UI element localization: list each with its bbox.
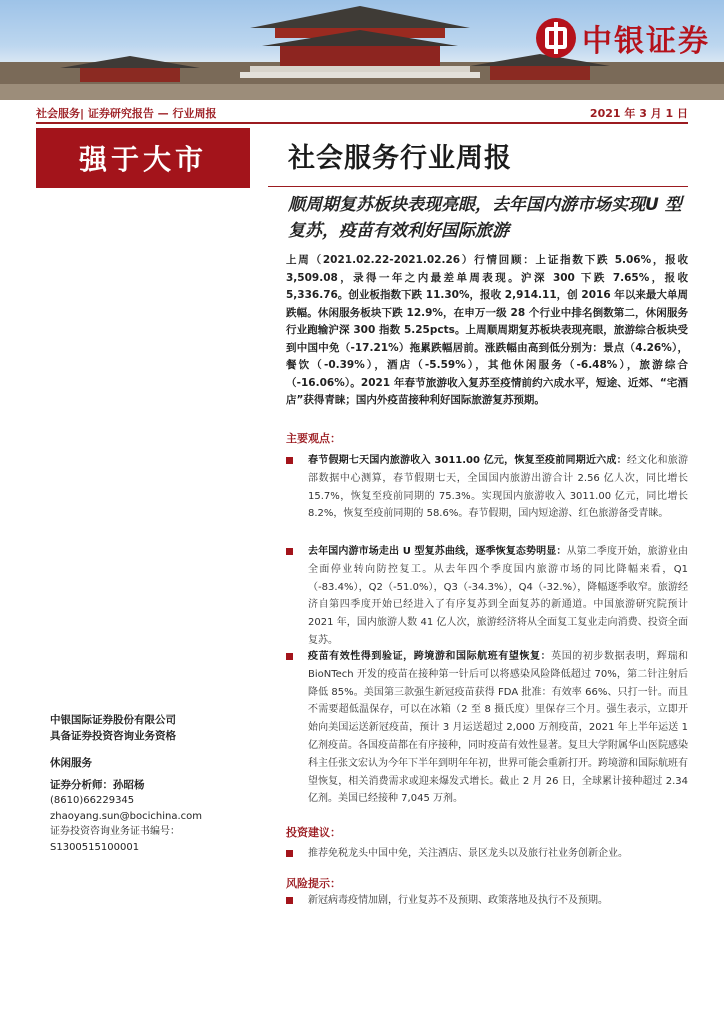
main-views-heading: 主要观点： bbox=[286, 432, 341, 445]
bullet-lead: 去年国内游市场走出 U 型复苏曲线，逐季恢复态势明显： bbox=[308, 546, 567, 557]
bullet-lead: 春节假期七天国内旅游收入 3011.00 亿元，恢复至疫前同期近六成： bbox=[308, 455, 627, 466]
bullet-square-icon bbox=[286, 850, 293, 857]
breadcrumb: 社会服务| 证券研究报告 — 行业周报 bbox=[36, 107, 217, 120]
title-divider bbox=[268, 186, 688, 187]
report-title: 社会服务行业周报 bbox=[288, 143, 512, 174]
analyst-phone: (8610)66229345 bbox=[50, 795, 135, 806]
bullet-text: 经文化和旅游部数据中心测算，春节假期七天，全国国内旅游出游合计 2.56 亿人次，同比增长 15.7%，恢复至疫前同期的 75.3%。实现国内旅游收入 3011.00 亿元，同比增长 8.2%，恢复至疫前同期的 58.6%。春节假期，国内短途游、红色旅游备受青睐。 bbox=[308, 455, 689, 520]
report-subtitle: 顺周期复苏板块表现亮眼，去年国内游市场实现U 型复苏，疫苗有效利好国际旅游 bbox=[288, 195, 682, 241]
invest-item bbox=[286, 845, 688, 863]
bullet-square-icon bbox=[286, 897, 293, 904]
report-header-bar bbox=[36, 104, 688, 124]
company-info bbox=[50, 712, 260, 744]
invest-text: 推荐免税龙头中国中免，关注酒店、景区龙头以及旅行社业务创新企业。 bbox=[308, 848, 628, 859]
analyst-cert: 证券投资咨询业务证书编号：S1300515100001 bbox=[50, 826, 180, 853]
analyst-info bbox=[50, 756, 260, 855]
risk-text: 新冠病毒疫情加剧，行业复苏不及预期、政策落地及执行不及预期。 bbox=[308, 895, 608, 906]
bullet-square-icon bbox=[286, 653, 293, 660]
bullet-square-icon bbox=[286, 457, 293, 464]
header-banner-image bbox=[0, 0, 724, 100]
license-text: 具备证券投资咨询业务资格 bbox=[50, 730, 176, 742]
company-name: 中银国际证券股份有限公司 bbox=[50, 714, 176, 726]
invest-heading: 投资建议： bbox=[286, 826, 341, 839]
risk-item bbox=[286, 892, 688, 910]
bullet-square-icon bbox=[286, 548, 293, 555]
logo-text: 中银证券 bbox=[582, 24, 710, 59]
bullet-item bbox=[286, 648, 688, 808]
bullet-text: 英国的初步数据表明，辉瑞和 BioNTech 开发的疫苗在接种第一针后可以将感染风险降低超过 70%，第二针注射后降低 85%。美国第三款强生新冠疫苗获得 FDA 批准：有效率 66%、只打一针。而且不需要超低温保存，可以在冰箱（2 至 8 摄氏度）里保存三个月。强生表示，立即开始向美国运送新冠疫苗，预计 3 月运送超过 2,000 万剂疫苗，2021 年上半年运送 1 亿剂疫苗。各国疫苗都在有序接种，同时疫苗有效性显著。复旦大学附属华山医院感染科主任张文宏认为今年下半年到明年年初，世界可能会重新打开。跨境游和国际航班有望恢复，相关消费需求或迎来爆发式增长。截止 2 月 26 日，全球累计接种超过 2.34 亿剂。美国已经接种 7,045 万剂。 bbox=[308, 651, 689, 805]
bullet-lead: 疫苗有效性得到验证，跨境游和国际航班有望恢复： bbox=[308, 651, 552, 662]
bullet-item bbox=[286, 543, 688, 650]
boc-logo-icon bbox=[536, 18, 576, 58]
bullet-item bbox=[286, 452, 688, 523]
report-date: 2021 年 3 月 1 日 bbox=[589, 107, 688, 120]
bullet-text: 从第二季度开始，旅游业由全面停业转向防控复工。从去年四个季度国内旅游市场的同比降幅来看，Q1（-83.4%），Q2（-51.0%），Q3（-34.3%），Q4（-32.%），降幅逐季收窄。旅游经济自第四季度开始已经进入了有序复苏到全面复苏的新通道。中国旅游研究院预计 2021 年，国内旅游人数 41 亿人次，旅游经济将从全面复工复业走向消费、投资全面复苏。 bbox=[308, 546, 688, 646]
company-logo bbox=[536, 16, 710, 60]
rating-badge: 强于大市 bbox=[36, 128, 250, 188]
sector-name: 休闲服务 bbox=[50, 757, 92, 769]
weekly-summary: 上周（2021.02.22-2021.02.26）行情回顾：上证指数下跌 5.06%，报收 3,509.08，录得一年之内最差单周表现。沪深 300 下跌 7.65%，报收 5,336.76。创业板指数下跌 11.30%，报收 2,914.11，创 2016 年以来最大单周跌幅。休闲服务板块下跌 12.9%，在申万一级 28 个行业中排名倒数第二，休闲服务行业跑输沪深 300 指数 5.25pcts。上周顺周期复苏板块表现亮眼，旅游综合板块受到中国中免（-17.21%）拖累跌幅居前。涨跌幅由高到低分别为：景点（4.26%），餐饮（-0.39%），酒店（-5.59%），其他休闲服务（-6.48%），旅游综合（-16.06%）。2021 年春节旅游收入复苏至疫情前约六成水平，短途、近郊、“宅酒店”获得青睐；国内外疫苗接种利好国际旅游复苏预期。 bbox=[286, 254, 688, 406]
risk-heading: 风险提示： bbox=[286, 877, 341, 890]
analyst-email[interactable]: zhaoyang.sun@bocichina.com bbox=[50, 810, 202, 822]
analyst-name: 证券分析师：孙昭杨 bbox=[50, 778, 145, 791]
